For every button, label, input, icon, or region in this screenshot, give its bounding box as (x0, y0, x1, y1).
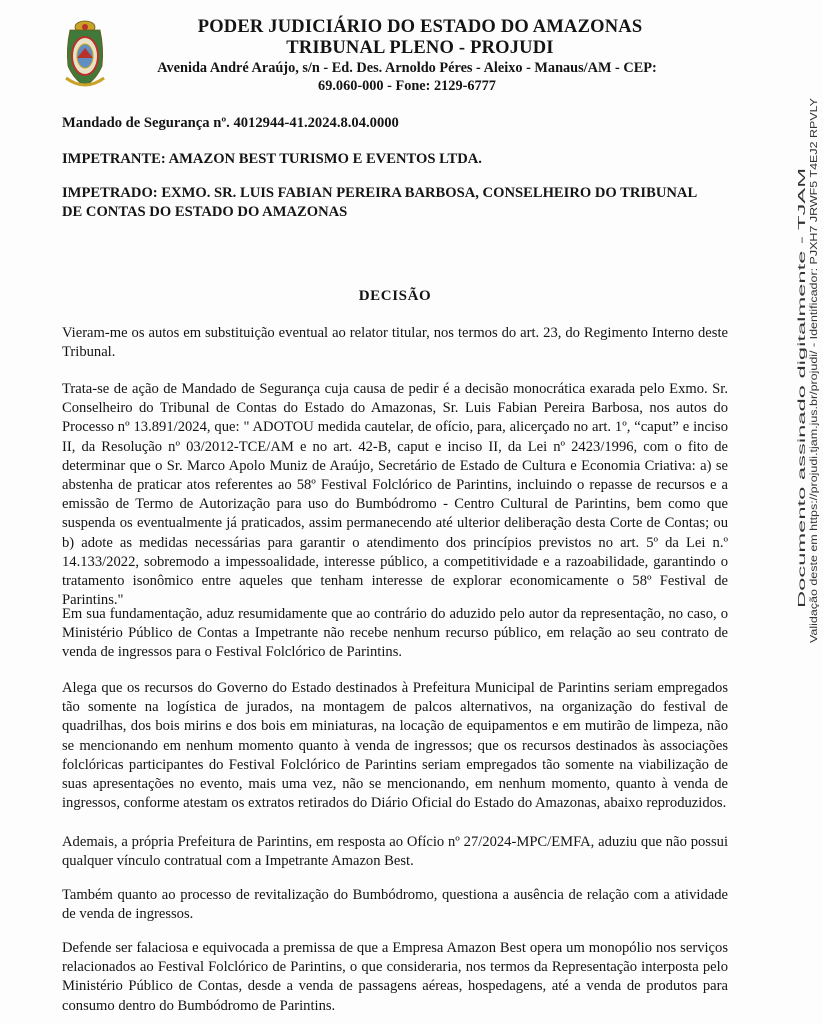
decision-title: DECISÃO (358, 288, 432, 304)
case-number: Mandado de Segurança nº. 4012944-41.2024.8.04.0000 (62, 115, 399, 131)
signature-line-1: Documento assinado digitalmente - TJAM (797, 422, 808, 608)
paragraph-4: Alega que os recursos do Governo do Estado destinados à Prefeitura Municipal de Parintins seriam empregados tão somente na logística de jurados, na montagem de palcos alternativos, na organização do festival de quadrilhas, dos bois mirins e dos bois em miniaturas, na locação de equipamentos e em mutirão de limpeza, não se mencionando em nenhum momento quanto à venda de ingressos; que os recursos destinados às associações folclóricas participantes do Festival Folclórico de Parintins seriam empregados tão somente na viabilização de suas apresentações no evento, mais uma vez, não se mencionando, em nenhum momento, quanto à venda de ingressos, conforme atestam os extratos retirados do Diário Oficial do Estado do Amazonas, abaixo reproduzidos. (62, 680, 728, 812)
paragraph-6: Também quanto ao processo de revitalização do Bumbódromo, questiona a ausência de relação com a atividade de venda de ingressos. (62, 887, 728, 923)
paragraph-2: Trata-se de ação de Mandado de Segurança cuja causa de pedir é a decisão monocrática exarada pelo Exmo. Sr. Conselheiro do Tribunal de Contas do Estado do Amazonas, Sr. Luis Fabian Pereira Barbosa, nos autos do Processo nº 13.891/2024, que: " ADOTOU medida cautelar, de ofício, para, alicerçado no art. 1º, “caput” e inciso II, da Resolução nº 03/2012-TCE/AM e no art. 42-B, caput e inciso II, da Lei nº 2423/1996, com o fito de determinar que o Sr. Marco Apolo Muniz de Araújo, Secretário de Estado de Cultura e Economia Criativa: a) se abstenha de praticar atos referentes ao 58º Festival Folclórico de Parintins, incluindo o repasse de recursos e a emissão de Termo de Autorização para uso do Bumbódromo - Centro Cultural de Parintins, bem como que suspenda os eventualmente já praticados, assim permanecendo até ulterior deliberação desta Corte de Contas; ou b) adote as medidas necessárias para garantir o atendimento dos princípios previstos no art. 5º da Lei n.º 14.133/2022, sobremodo a impessoalidade, interesse público, a competitividade e a razoabilidade, garantindo o tratamento isonômico entre aqueles que tenham interesse de explorar economicamente o 58º Festival de Parintins." (62, 381, 728, 609)
impetrado: IMPETRADO: EXMO. SR. LUIS FABIAN PEREIRA BARBOSA, CONSELHEIRO DO TRIBUNAL DE CONTAS DO ESTADO DO AMAZONAS (62, 185, 697, 221)
court-division: TRIBUNAL PLENO - PROJUDI (286, 38, 554, 58)
paragraph-3: Em sua fundamentação, aduz resumidamente que ao contrário do aduzido pelo autor da representação, no caso, o Ministério Público de Contas a Impetrante não recebe nenhum recurso público, em relação ao seu contrato de venda de ingressos para o Festival Folclórico de Parintins. (62, 606, 728, 661)
court-address: Avenida André Araújo, s/n - Ed. Des. Arnoldo Péres - Aleixo - Manaus/AM - CEP: (157, 60, 657, 76)
document-header (120, 17, 720, 95)
court-name: PODER JUDICIÁRIO DO ESTADO DO AMAZONAS (197, 17, 643, 37)
paragraph-1: Vieram-me os autos em substituição eventual ao relator titular, nos termos do art. 23, do Regimento Interno deste Tribunal. (62, 325, 728, 361)
paragraph-7: Defende ser falaciosa e equivocada a premissa de que a Empresa Amazon Best opera um monopólio nos serviços relacionados ao Festival Folclórico de Parintins, o que consideraria, nos termos da Representação interposta pelo Ministério Público de Contas, desde a venda de passagens aéreas, hospedagens, até a venda de produtos para consumo dentro do Bumbódromo de Parintins. (62, 940, 728, 1014)
court-cep-phone: 69.060-000 - Fone: 2129-6777 (318, 78, 496, 94)
paragraph-5: Ademais, a própria Prefeitura de Parintins, em resposta ao Ofício nº 27/2024-MPC/EMFA, aduziu que não possui qualquer vínculo contratual com a Impetrante Amazon Best. (62, 834, 728, 870)
impetrante: IMPETRANTE: AMAZON BEST TURISMO E EVENTOS LTDA. (62, 151, 482, 167)
digital-signature-stamp (796, 88, 820, 648)
signature-line-2: Validação deste em https://projudi.tjam.jus.br/projudi/ - Identificador: PJXH7 JRWF5 T4EJ2 RPVLY (809, 206, 820, 643)
